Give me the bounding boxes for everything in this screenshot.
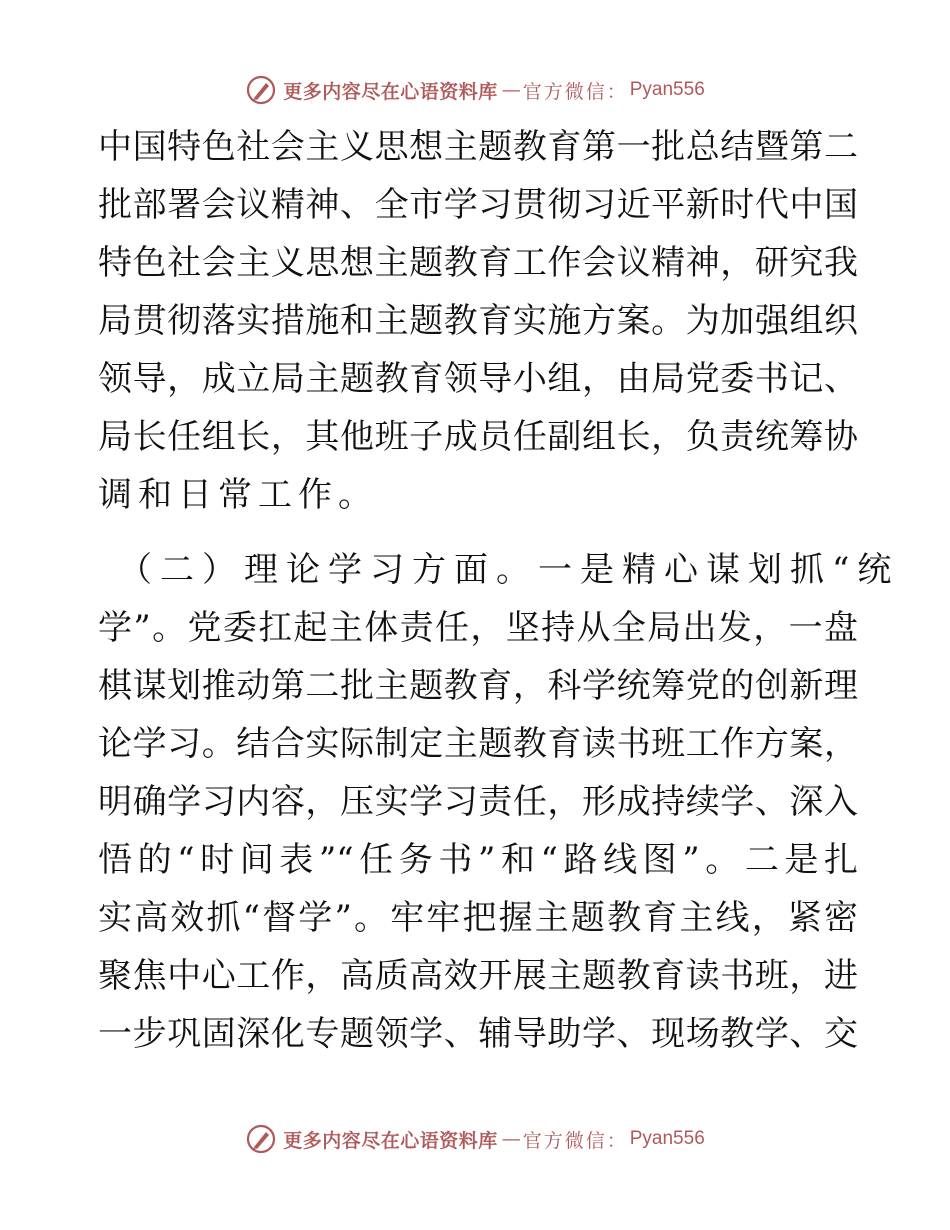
text-line: 一步巩固深化专题领学、辅导助学、现场教学、交 — [98, 1014, 858, 1054]
paragraph — [98, 118, 858, 524]
text-line: 调和日常工作。 — [98, 475, 378, 515]
footer-watermark — [0, 1121, 950, 1157]
text-line: 局长任组长，其他班子成员任副组长，负责统筹协 — [98, 417, 858, 457]
text-line: 悟的“时间表”“任务书”和“路线图”。二是扎 — [98, 840, 858, 880]
text-line: 中国特色社会主义思想主题教育第一批总结暨第二 — [98, 127, 858, 167]
text-line: 实高效抓“督学”。牢牢把握主题教育主线，紧密 — [98, 898, 858, 938]
text-line: 学”。党委扛起主体责任，坚持从全局出发，一盘 — [98, 608, 858, 648]
text-line: 明确学习内容，压实学习责任，形成持续学、深入 — [98, 782, 858, 822]
text-line: 局贯彻落实措施和主题教育实施方案。为加强组织 — [98, 301, 858, 341]
watermark-dash: — — [501, 1128, 519, 1150]
watermark-official-label: 官方微信： — [522, 80, 628, 103]
watermark-wechat-id: Pyan556 — [629, 79, 705, 100]
watermark-dash: — — [501, 79, 519, 101]
watermark-title: 更多内容尽在心语资料库 — [283, 80, 498, 103]
text-line: 领导，成立局主题教育领导小组，由局党委书记、 — [98, 359, 858, 399]
section-heading-line: （二）理论学习方面。一是精心谋划抓“统 — [118, 550, 900, 590]
pen-logo-icon — [245, 1123, 277, 1155]
watermark-title: 更多内容尽在心语资料库 — [283, 1129, 498, 1152]
watermark-official-label: 官方微信： — [522, 1129, 628, 1152]
text-line: 批部署会议精神、全市学习贯彻习近平新时代中国 — [98, 185, 858, 225]
header-watermark — [0, 72, 950, 108]
paragraph — [98, 541, 900, 1063]
text-line: 聚焦中心工作，高质高效开展主题教育读书班，进 — [98, 956, 858, 996]
watermark-wechat-id: Pyan556 — [629, 1128, 705, 1149]
text-line: 论学习。结合实际制定主题教育读书班工作方案， — [98, 724, 858, 764]
pen-logo-icon — [245, 74, 277, 106]
text-line: 特色社会主义思想主题教育工作会议精神，研究我 — [98, 243, 858, 283]
document-body — [98, 118, 900, 1063]
text-line: 棋谋划推动第二批主题教育，科学统筹党的创新理 — [98, 666, 858, 706]
